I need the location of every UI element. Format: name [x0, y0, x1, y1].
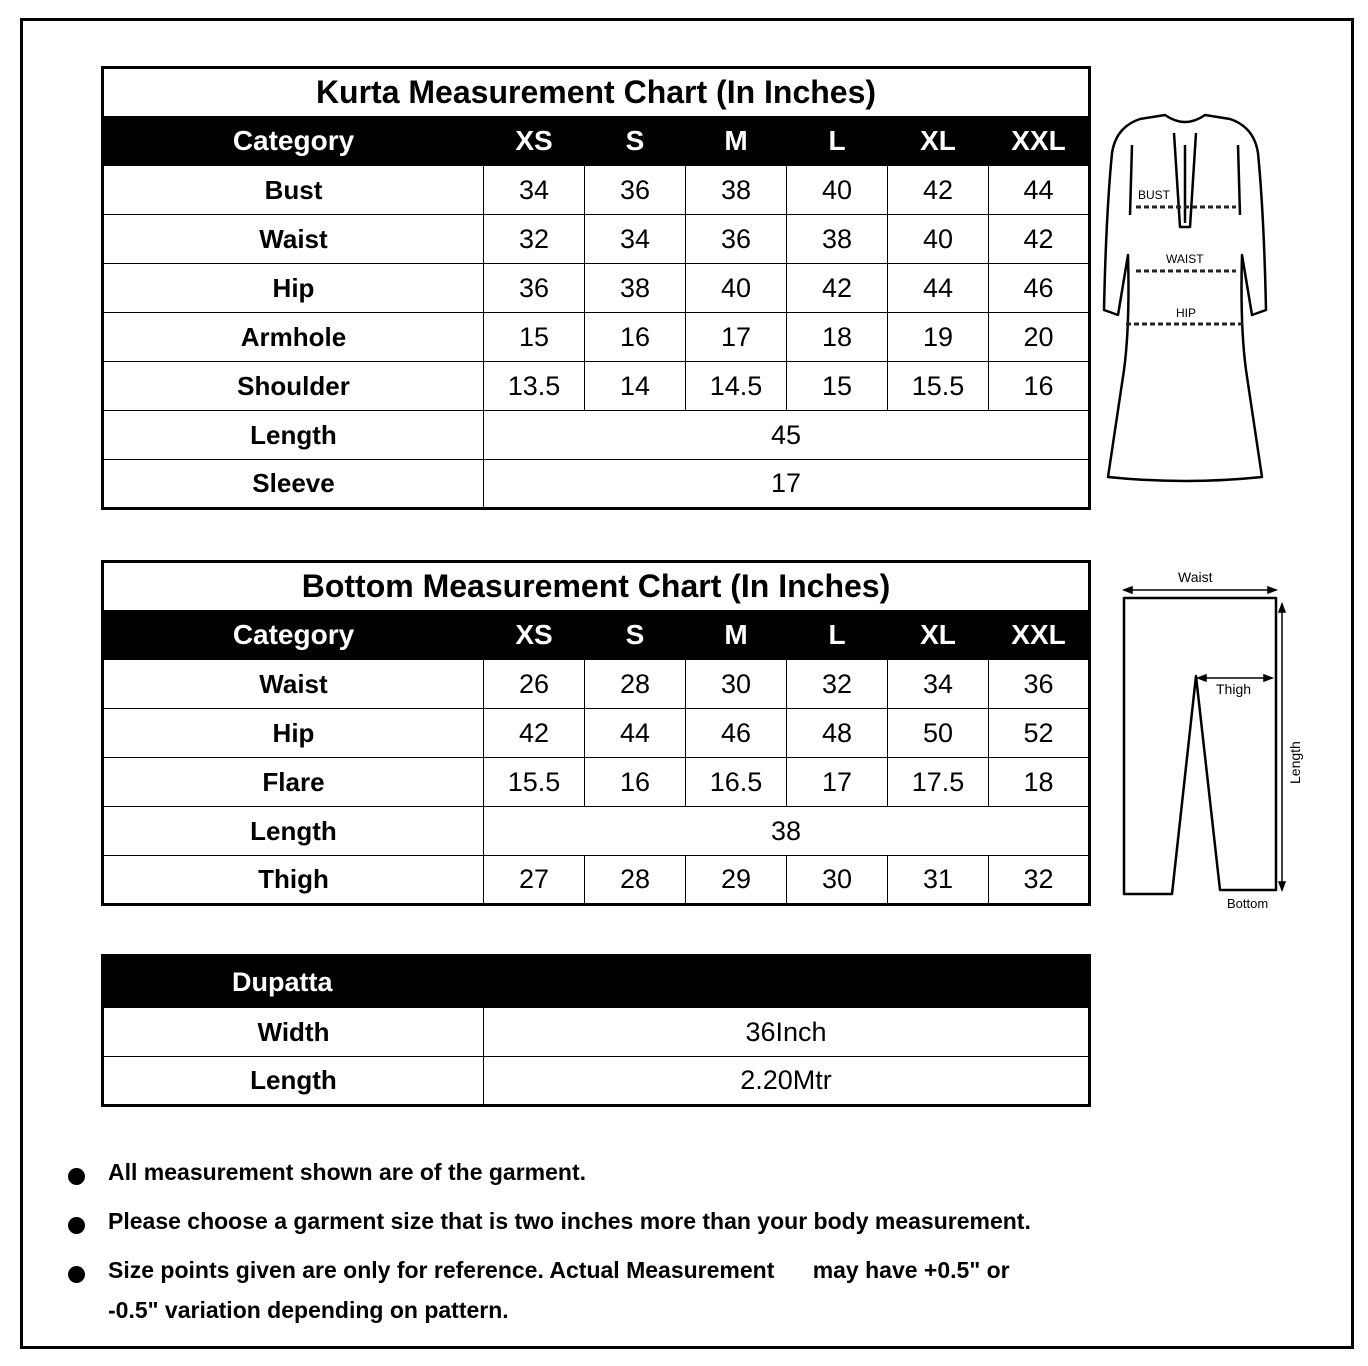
cell-value: 14.5 [686, 362, 787, 411]
header-size: XL [888, 117, 989, 166]
cell-value: 28 [585, 856, 686, 905]
kurta-chart [101, 66, 1091, 510]
row-label: Waist [103, 215, 484, 264]
trouser-outline [1124, 598, 1276, 894]
cell-value: 34 [888, 660, 989, 709]
table-row [103, 362, 1090, 411]
kurta-header-row [103, 117, 1090, 166]
cell-value: 18 [989, 758, 1090, 807]
table-row [103, 166, 1090, 215]
cell-value: 36 [484, 264, 585, 313]
header-size: XS [484, 117, 585, 166]
cell-value: 27 [484, 856, 585, 905]
cell-value: 46 [989, 264, 1090, 313]
header-category: Category [103, 117, 484, 166]
header-size: S [585, 611, 686, 660]
note-item [64, 1250, 1064, 1330]
cell-value: 42 [484, 709, 585, 758]
row-label: Shoulder [103, 362, 484, 411]
cell-value: 44 [989, 166, 1090, 215]
measure-arrows [1124, 587, 1285, 890]
table-row [103, 660, 1090, 709]
cell-value: 15.5 [484, 758, 585, 807]
cell-value: 19 [888, 313, 989, 362]
header-size: XXL [989, 611, 1090, 660]
row-label: Width [103, 1008, 484, 1057]
cell-value: 46 [686, 709, 787, 758]
header-size: XS [484, 611, 585, 660]
cell-value: 16.5 [686, 758, 787, 807]
cell-value: 14 [585, 362, 686, 411]
thigh-label: Thigh [1216, 681, 1252, 697]
cell-value: 15.5 [888, 362, 989, 411]
bottom-header-row [103, 611, 1090, 660]
bottom-label: Bottom [1227, 896, 1269, 911]
bullet-icon [68, 1168, 85, 1185]
cell-value: 45 [484, 411, 1090, 460]
length-label: Length [1287, 741, 1303, 784]
header-size: L [787, 611, 888, 660]
header-size: M [686, 117, 787, 166]
cell-value: 50 [888, 709, 989, 758]
header-category: Category [103, 611, 484, 660]
kurta-chart-title: Kurta Measurement Chart (In Inches) [103, 68, 1090, 117]
table-row [103, 313, 1090, 362]
cell-value: 42 [787, 264, 888, 313]
cell-value: 40 [787, 166, 888, 215]
bottom-diagram [1112, 568, 1312, 913]
header-size: XXL [989, 117, 1090, 166]
header-size: S [585, 117, 686, 166]
bust-label: BUST [1138, 188, 1171, 202]
table-row [103, 460, 1090, 509]
cell-value: 36 [989, 660, 1090, 709]
cell-value: 29 [686, 856, 787, 905]
dupatta-title: Dupatta [103, 956, 1090, 1008]
kurta-diagram [1100, 105, 1275, 490]
note-text: All measurement shown are of the garment. [108, 1159, 587, 1185]
cell-value: 17.5 [888, 758, 989, 807]
header-size: M [686, 611, 787, 660]
note-item [64, 1152, 1064, 1192]
row-label: Length [103, 1057, 484, 1106]
row-label: Bust [103, 166, 484, 215]
cell-value: 38 [686, 166, 787, 215]
cell-value: 30 [686, 660, 787, 709]
cell-value: 34 [585, 215, 686, 264]
cell-value: 36Inch [484, 1008, 1090, 1057]
table-row [103, 856, 1090, 905]
table-row [103, 264, 1090, 313]
cell-value: 17 [484, 460, 1090, 509]
cell-value: 42 [989, 215, 1090, 264]
cell-value: 15 [484, 313, 585, 362]
cell-value: 30 [787, 856, 888, 905]
note-text: Size points given are only for reference. Actual Measurement may have +0.5" or -0.5" variation depending on pattern. [108, 1257, 1017, 1323]
cell-value: 44 [888, 264, 989, 313]
cell-value: 38 [585, 264, 686, 313]
row-label: Hip [103, 709, 484, 758]
kurta-outline [1104, 115, 1266, 481]
table-row [103, 215, 1090, 264]
row-label: Waist [103, 660, 484, 709]
cell-value: 34 [484, 166, 585, 215]
row-label: Length [103, 807, 484, 856]
bottom-chart-title: Bottom Measurement Chart (In Inches) [103, 562, 1090, 611]
cell-value: 44 [585, 709, 686, 758]
cell-value: 38 [484, 807, 1090, 856]
cell-value: 26 [484, 660, 585, 709]
cell-value: 28 [585, 660, 686, 709]
row-label: Hip [103, 264, 484, 313]
table-row [103, 1008, 1090, 1057]
cell-value: 2.20Mtr [484, 1057, 1090, 1106]
bullet-icon [68, 1266, 85, 1283]
table-row [103, 1057, 1090, 1106]
cell-value: 16 [989, 362, 1090, 411]
note-text: Please choose a garment size that is two inches more than your body measurement. [108, 1208, 1031, 1234]
table-row [103, 411, 1090, 460]
dupatta-chart [101, 954, 1091, 1107]
cell-value: 18 [787, 313, 888, 362]
cell-value: 40 [686, 264, 787, 313]
row-label: Length [103, 411, 484, 460]
bottom-chart [101, 560, 1091, 906]
cell-value: 15 [787, 362, 888, 411]
cell-value: 32 [484, 215, 585, 264]
row-label: Thigh [103, 856, 484, 905]
row-label: Sleeve [103, 460, 484, 509]
note-item [64, 1201, 1064, 1241]
cell-value: 52 [989, 709, 1090, 758]
cell-value: 32 [989, 856, 1090, 905]
cell-value: 20 [989, 313, 1090, 362]
cell-value: 36 [585, 166, 686, 215]
cell-value: 13.5 [484, 362, 585, 411]
cell-value: 36 [686, 215, 787, 264]
cell-value: 16 [585, 758, 686, 807]
cell-value: 38 [787, 215, 888, 264]
waist-label: WAIST [1166, 252, 1204, 266]
waist-label: Waist [1178, 569, 1213, 585]
cell-value: 16 [585, 313, 686, 362]
cell-value: 48 [787, 709, 888, 758]
cell-value: 32 [787, 660, 888, 709]
row-label: Armhole [103, 313, 484, 362]
cell-value: 17 [787, 758, 888, 807]
cell-value: 42 [888, 166, 989, 215]
cell-value: 40 [888, 215, 989, 264]
notes-list [64, 1152, 1064, 1323]
header-size: XL [888, 611, 989, 660]
table-row [103, 709, 1090, 758]
table-row [103, 807, 1090, 856]
table-row [103, 758, 1090, 807]
row-label: Flare [103, 758, 484, 807]
header-size: L [787, 117, 888, 166]
hip-label: HIP [1176, 306, 1197, 320]
bullet-icon [68, 1217, 85, 1234]
cell-value: 31 [888, 856, 989, 905]
cell-value: 17 [686, 313, 787, 362]
